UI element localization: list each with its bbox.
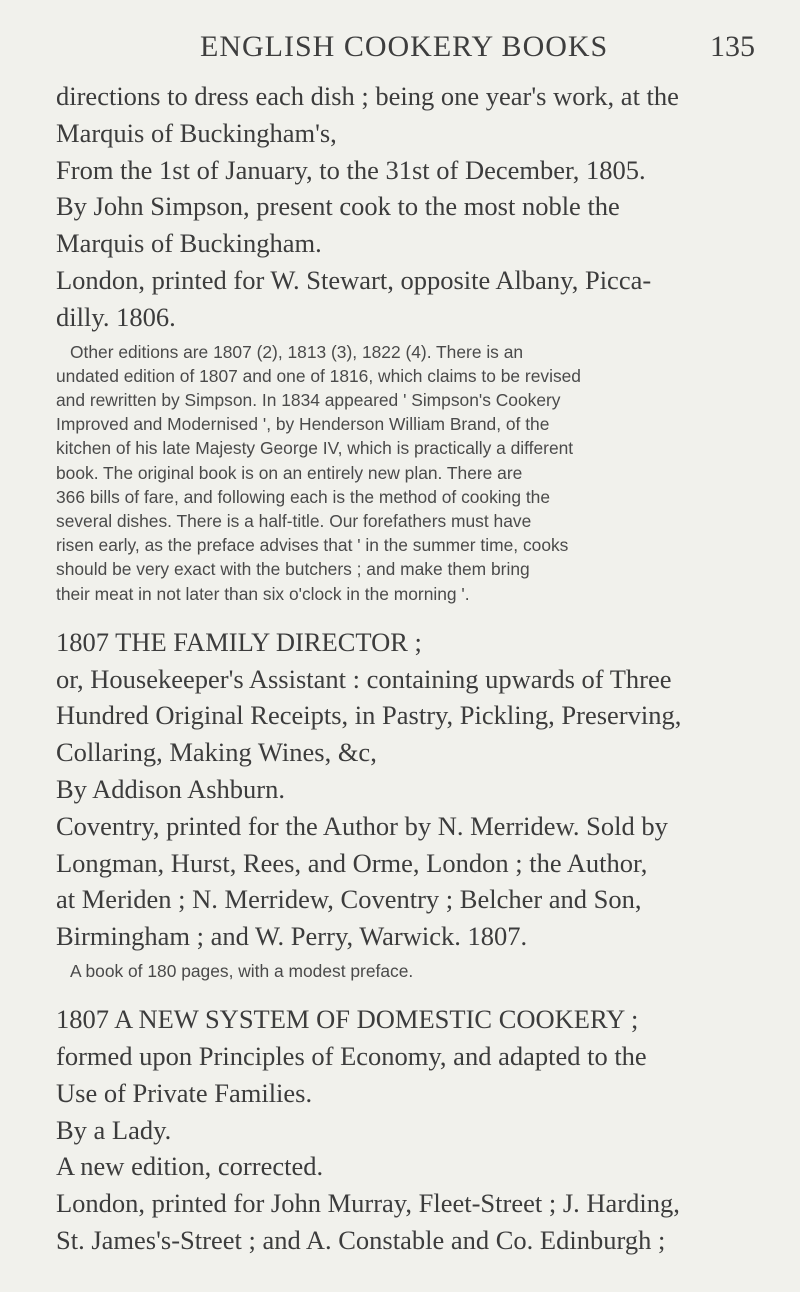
entry-line: By a Lady. [56,1114,172,1145]
entry-line: By Addison Ashburn. [56,774,285,804]
note-line: book. The original book is on an entirely new plan. There are [56,462,523,483]
entry-line: From the 1st of January, to the 31st of December, 1805. [56,154,646,185]
note-line: their meat in not later than six o'clock in the morning '. [56,583,470,604]
entry-line: A new edition, corrected. [56,1151,324,1182]
entry-line: Marquis of Buckingham. [56,228,322,259]
note-line: several dishes. There is a half-title. Our forefathers must have [56,511,532,531]
entry-line: at Meriden ; N. Merridew, Coventry ; Belcher and Son, [56,884,642,915]
bibliography-entry [56,1001,766,1259]
entry-line: Birmingham ; and W. Perry, Warwick. 1807. [56,921,528,952]
entry-line: directions to dress each dish ; being one year's work, at the [56,81,679,111]
running-head [0,30,800,70]
entry-line: Coventry, printed for the Author by N. Merridew. Sold by [56,810,668,841]
entry-line: London, printed for W. Stewart, opposite Albany, Picca- [56,264,652,295]
note-line: kitchen of his late Majesty George IV, which is practically a different [56,438,574,459]
entry-line: Longman, Hurst, Rees, and Orme, London ; the Author, [56,847,648,878]
note-line: 366 bills of fare, and following each is the method of cooking the [56,486,551,507]
entry-line: Marquis of Buckingham's, [56,117,337,148]
bibliography-entry [56,78,766,606]
entry-line: Hundred Original Receipts, in Pastry, Pickling, Preserving, [56,700,682,731]
entry-line: dilly. 1806. [56,301,176,332]
page-body [56,78,766,1259]
bibliography-entry [56,624,766,983]
entry-heading: 1807 THE FAMILY DIRECTOR ; [56,626,422,657]
note-line: risen early, as the preface advises that ' in the summer time, cooks [56,535,569,556]
running-head-title: ENGLISH COOKERY BOOKS [200,30,609,63]
note-line: Other editions are 1807 (2), 1813 (3), 1822 (4). There is an [70,341,524,362]
entry-line: St. James's-Street ; and A. Constable and Co. Edinburgh ; [56,1224,666,1255]
entry-note [56,340,766,606]
entry-note [56,959,766,983]
entry-line: or, Housekeeper's Assistant : containing upwards of Three [56,663,672,694]
entry-line: formed upon Principles of Economy, and adapted to the [56,1040,647,1071]
note-line: Improved and Modernised ', by Henderson William Brand, of the [56,414,550,435]
entry-heading: 1807 A NEW SYSTEM OF DOMESTIC COOKERY ; [56,1004,639,1035]
entry-line: Use of Private Families. [56,1077,313,1108]
entry-line: Collaring, Making Wines, &c, [56,737,377,768]
note-line: and rewritten by Simpson. In 1834 appeared ' Simpson's Cookery [56,389,561,410]
note-line: A book of 180 pages, with a modest preface. [70,960,414,981]
entry-line: By John Simpson, present cook to the most noble the [56,191,620,222]
note-line: should be very exact with the butchers ; and make them bring [56,559,530,580]
entry-line: London, printed for John Murray, Fleet-Street ; J. Harding, [56,1188,680,1219]
note-line: undated edition of 1807 and one of 1816, which claims to be revised [56,365,581,386]
page-number: 135 [710,30,755,63]
